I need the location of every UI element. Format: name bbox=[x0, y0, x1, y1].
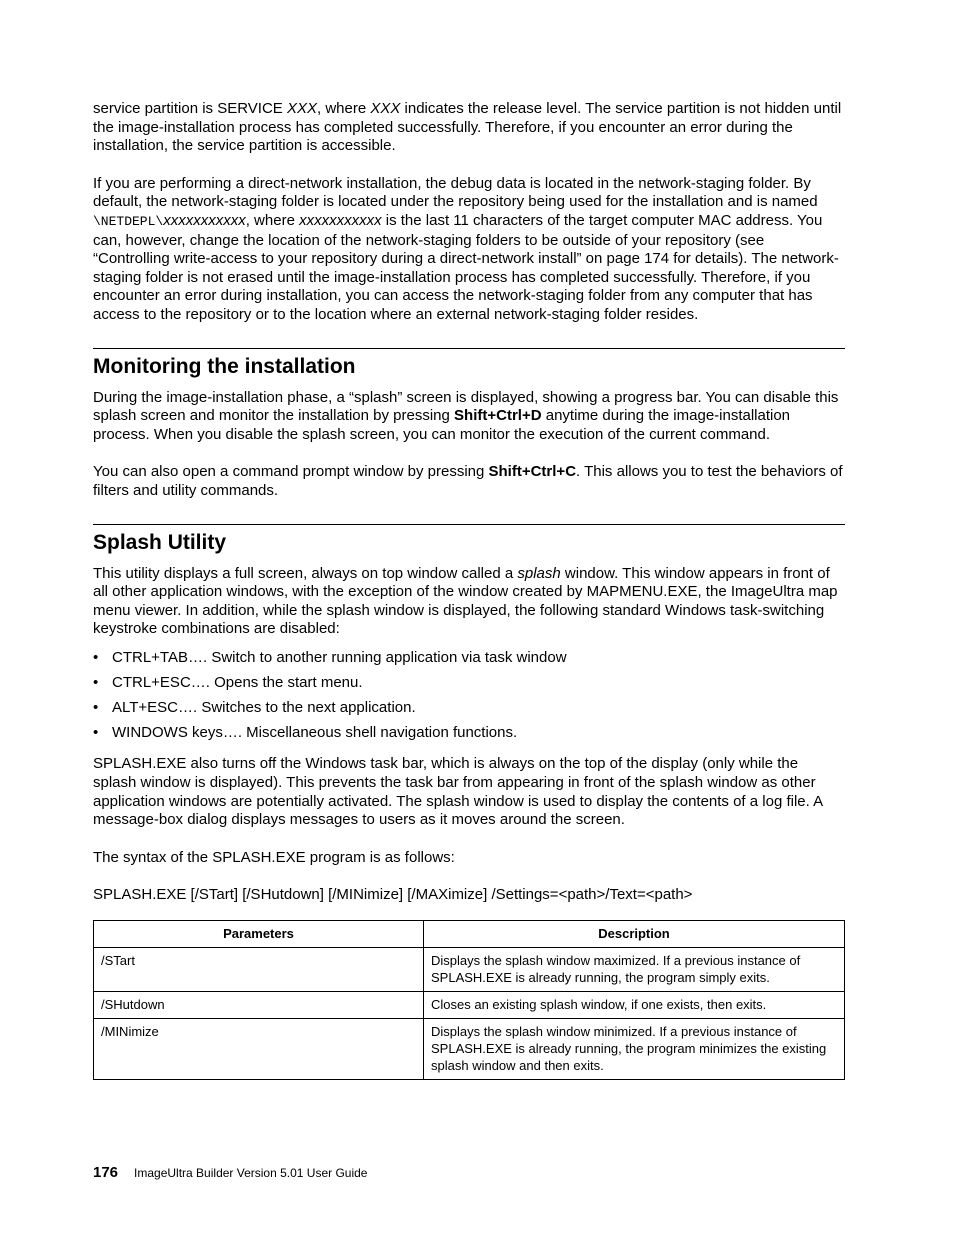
list-item: • WINDOWS keys…. Miscellaneous shell navigation functions. bbox=[93, 723, 518, 741]
table-row bbox=[94, 1018, 845, 1079]
section-heading-splash-utility: Splash Utility bbox=[93, 530, 227, 554]
paragraph-service-partition: service partition is SERVICE XXX, where XXX indicates the release level. The service partition is not hidden until the image-installation process has completed successfully. Therefore, if you encounter an error during the installation, the service partition is accessible. bbox=[93, 100, 842, 155]
page-content bbox=[93, 100, 845, 1080]
parameters-table bbox=[93, 920, 845, 1080]
footer-title: ImageUltra Builder Version 5.01 User Guide bbox=[134, 1166, 368, 1180]
paragraph-command-prompt: You can also open a command prompt window by pressing Shift+Ctrl+C. This allows you to test the behaviors of filters and utility commands. bbox=[93, 463, 843, 499]
table-cell-description: Displays the splash window maximized. If a previous instance of SPLASH.EXE is already running, the program simply exits. bbox=[424, 947, 845, 991]
section-divider bbox=[93, 524, 845, 525]
table-row bbox=[94, 991, 845, 1018]
section-divider bbox=[93, 348, 845, 349]
section-heading-monitoring: Monitoring the installation bbox=[93, 354, 356, 378]
paragraph-splash-disable: During the image-installation phase, a “splash” screen is displayed, showing a progress bar. You can disable this splash screen and monitor the installation by pressing Shift+Ctrl+D anytime during the image-installation process. When you disable the splash screen, you can monitor the execution of the current command. bbox=[93, 388, 839, 443]
page-footer bbox=[93, 1164, 367, 1181]
list-item: • CTRL+ESC…. Opens the start menu. bbox=[93, 673, 363, 691]
column-header-description: Description bbox=[424, 920, 845, 947]
paragraph-taskbar: SPLASH.EXE also turns off the Windows task bar, which is always on the top of the display (only while the splash window is displayed). This prevents the task bar from appearing in front of the splash window as other application windows are potentially activated. The splash window is used to display the contents of a log file. A message-box dialog displays messages to users as it moves around the screen. bbox=[93, 755, 823, 829]
table-cell-parameter: /STart bbox=[94, 947, 424, 991]
table-cell-description: Displays the splash window minimized. If a previous instance of SPLASH.EXE is already running, the program minimizes the existing splash window and then exits. bbox=[424, 1018, 845, 1079]
column-header-parameters: Parameters bbox=[94, 920, 424, 947]
list-item: • ALT+ESC…. Switches to the next application. bbox=[93, 698, 416, 716]
paragraph-splash-intro: This utility displays a full screen, always on top window called a splash window. This window appears in front of all other application windows, with the exception of the window created by MAPMENU.EXE, the ImageUltra map menu viewer. In addition, while the splash window is displayed, the following standard Windows task-switching keystroke combinations are disabled: bbox=[93, 564, 838, 638]
paragraph-network-staging: If you are performing a direct-network installation, the debug data is located in the network-staging folder. By default, the network-staging folder is located under the repository being used for the installation and is named \NETDEPL\xxxxxxxxxxx, where xxxxxxxxxxx is the last 11 characters of the target computer MAC address. You can, however, change the location of the network-staging folders to be outside of your repository (see “Controlling write-access to your repository during a direct-network install” on page 174 for details). The network-staging folder is not erased until the image-installation process has completed successfully. Therefore, if you encounter an error during installation, you can access the network-staging folder from any computer that has access to the repository or to the location where an external network-staging folder resides. bbox=[93, 174, 839, 323]
syntax-line: SPLASH.EXE [/STart] [/SHutdown] [/MINimize] [/MAXimize] /Settings=<path>/Text=<path> bbox=[93, 886, 693, 904]
table-cell-parameter: /MINimize bbox=[94, 1018, 424, 1079]
list-item: • CTRL+TAB…. Switch to another running application via task window bbox=[93, 648, 567, 666]
table-cell-description: Closes an existing splash window, if one exists, then exits. bbox=[424, 991, 845, 1018]
table-header-row bbox=[94, 920, 845, 947]
paragraph-syntax-intro: The syntax of the SPLASH.EXE program is as follows: bbox=[93, 848, 455, 866]
page-number: 176 bbox=[93, 1164, 119, 1181]
disabled-keystrokes-list bbox=[93, 649, 845, 743]
table-row bbox=[94, 947, 845, 991]
table-cell-parameter: /SHutdown bbox=[94, 991, 424, 1018]
